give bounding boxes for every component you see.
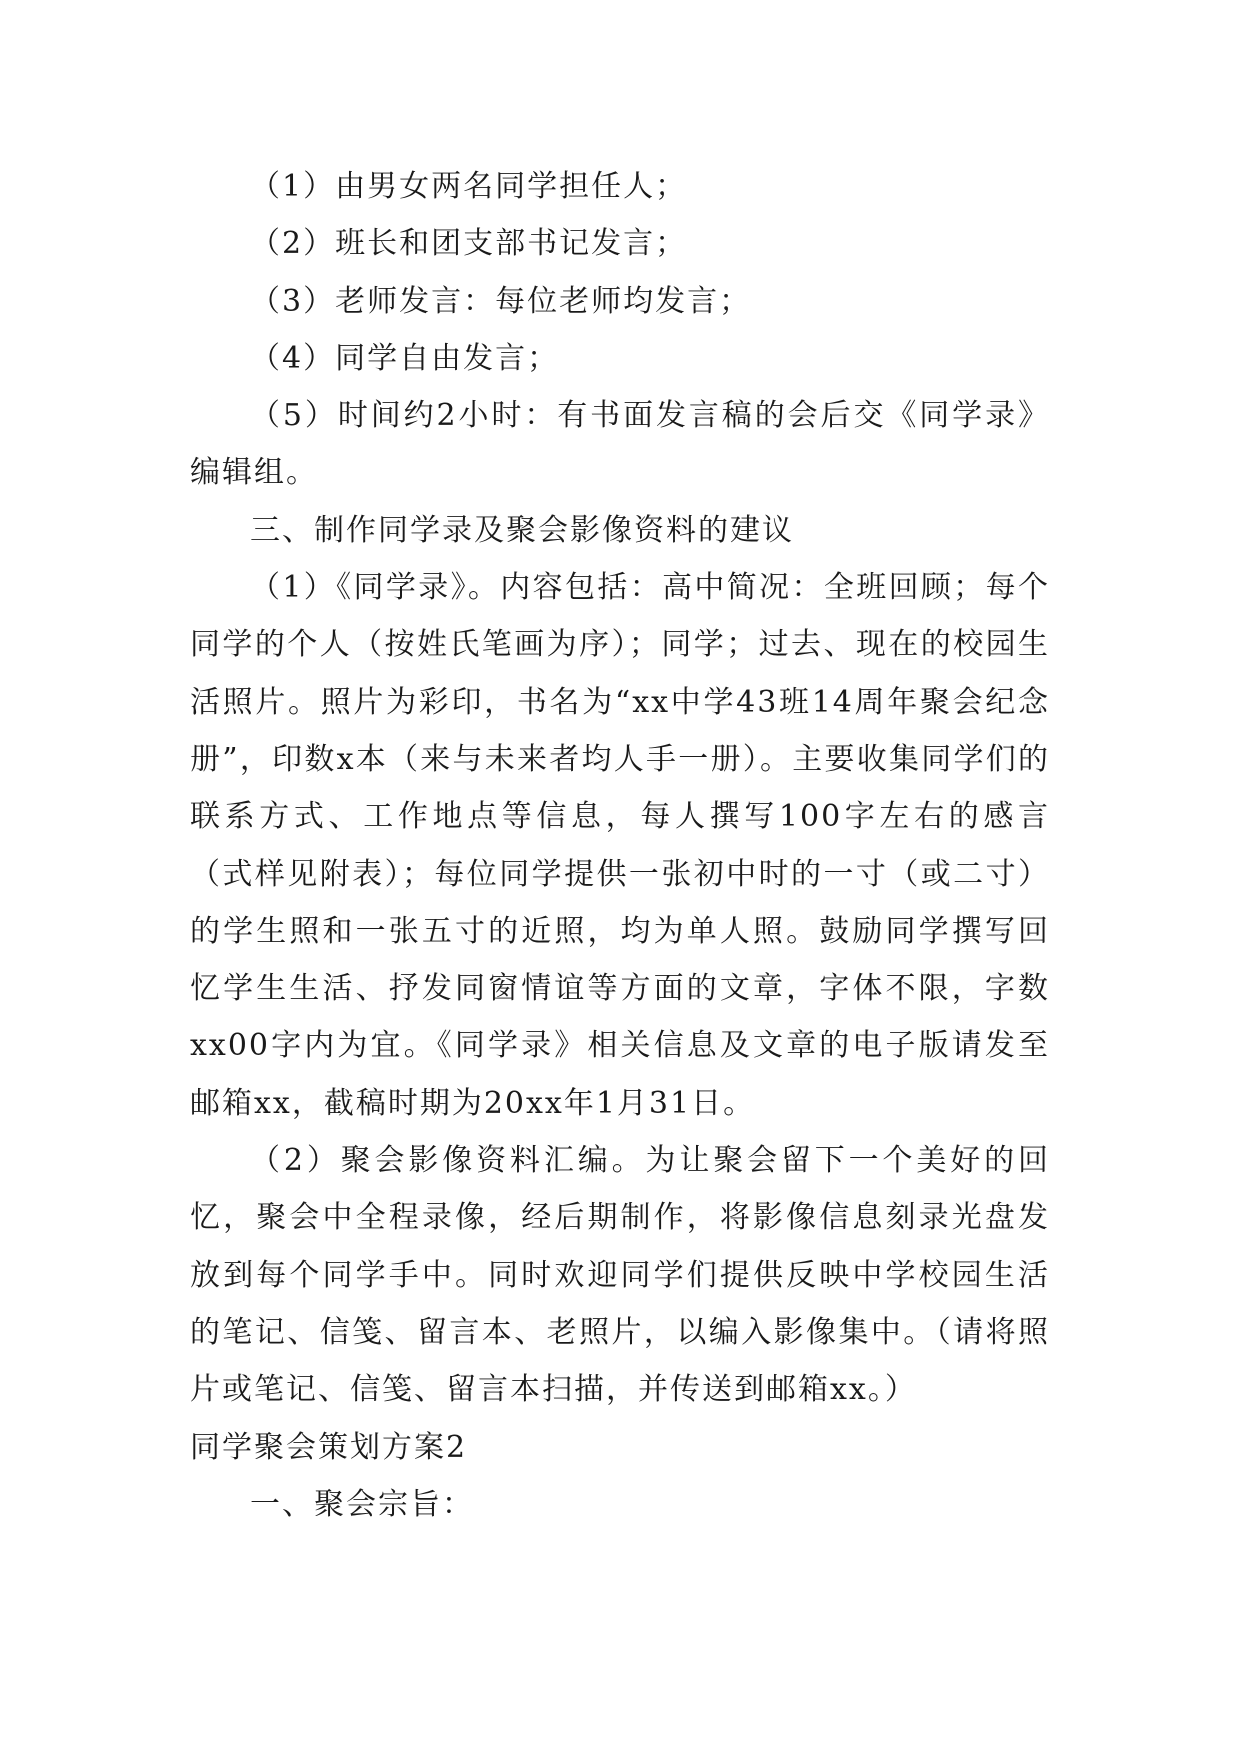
plan-title: 同学聚会策划方案2 bbox=[190, 1429, 468, 1465]
list-item-2: （2）班长和团支部书记发言； bbox=[250, 226, 688, 262]
document-body bbox=[190, 158, 1050, 1533]
subsection-video-archive: （2）聚会影像资料汇编。为让聚会留下一个美好的回忆，聚会中全程录像，经后期制作，将影像信息刻录光盘发放到每个同学手中。同时欢迎同学们提供反映中学校园生活的笔记、信笺、留言本、老照片，以编入影像集中。（请将照片或笔记、信笺、留言本扫描，并传送到邮箱xx。） bbox=[190, 1143, 1050, 1408]
section-heading: 一、聚会宗旨： bbox=[250, 1486, 474, 1522]
section-heading: 三、制作同学录及聚会影像资料的建议 bbox=[250, 512, 794, 548]
list-item-5: （5）时间约2小时：有书面发言稿的会后交《同学录》编辑组。 bbox=[190, 398, 1050, 491]
list-item-4: （4）同学自由发言； bbox=[250, 340, 560, 376]
subsection-classmate-book: （1）《同学录》。内容包括：高中简况：全班回顾；每个同学的个人（按姓氏笔画为序）；同学；过去、现在的校园生活照片。照片为彩印，书名为“xx中学43班14周年聚会纪念册”，印数x本（来与未来者均人手一册）。主要收集同学们的联系方式、工作地点等信息，每人撰写100字左右的感言（式样见附表）；每位同学提供一张初中时的一寸（或二寸）的学生照和一张五寸的近照，均为单人照。鼓励同学撰写回忆学生生活、抒发同窗情谊等方面的文章，字体不限，字数xx00字内为宜。《同学录》相关信息及文章的电子版请发至邮箱xx，截稿时期为20xx年1月31日。 bbox=[190, 570, 1050, 1121]
list-item-1: （1）由男女两名同学担任人； bbox=[250, 169, 688, 204]
list-item-3: （3）老师发言：每位老师均发言； bbox=[250, 283, 752, 319]
